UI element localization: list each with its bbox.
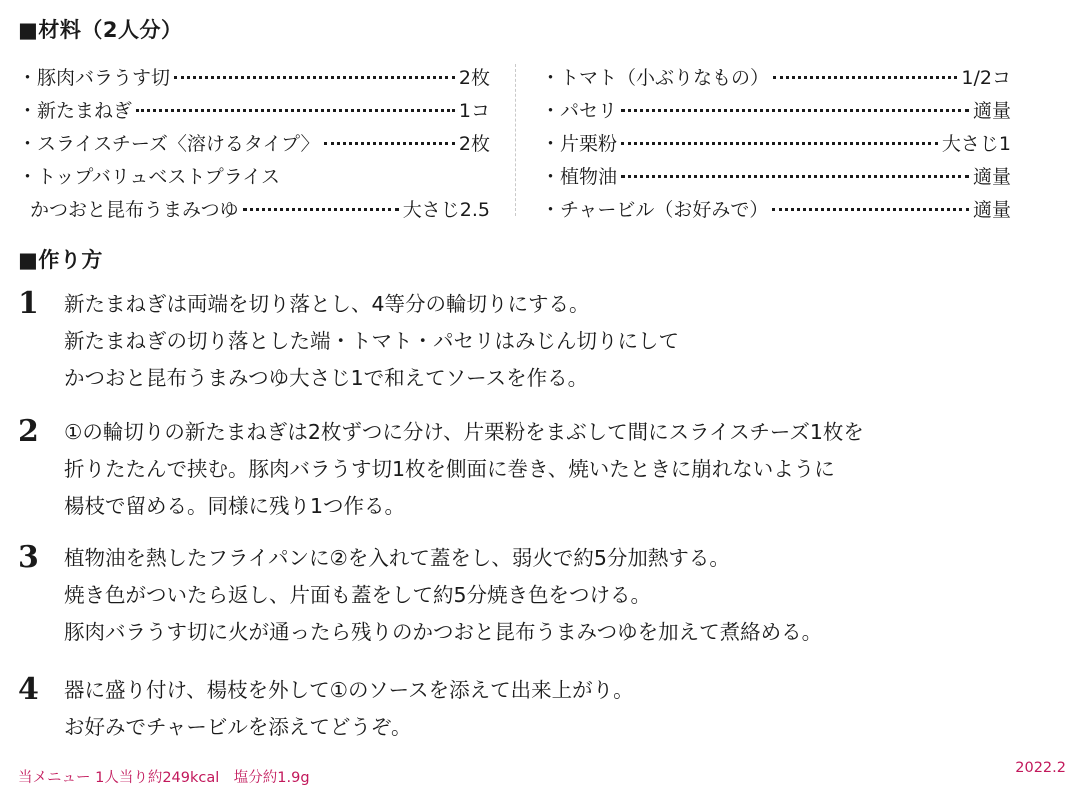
leader-dots — [174, 76, 455, 79]
ingredient-name: ・豚肉バラうす切 — [18, 67, 171, 89]
step-text — [64, 414, 864, 525]
method-title: ■作り方 — [18, 248, 103, 272]
ingredient-item — [541, 126, 1011, 159]
step-line: 植物油を熱したフライパンに②を入れて蓋をし、弱火で約5分加熱する。 — [64, 546, 730, 570]
step-number: 2 — [18, 414, 39, 449]
step-line: かつおと昆布うまみつゆ大さじ1で和えてソースを作る。 — [64, 366, 589, 390]
ingredient-amount: 適量 — [972, 100, 1011, 122]
ingredient-amount: 適量 — [972, 199, 1011, 221]
ingredient-name: ・片栗粉 — [541, 133, 618, 155]
step-number: 4 — [18, 672, 39, 707]
leader-dots — [621, 142, 938, 145]
ingredients-left-column — [18, 60, 490, 225]
step-text — [64, 286, 679, 397]
step-line: 新たまねぎの切り落とした端・トマト・パセリはみじん切りにして — [64, 329, 679, 353]
ingredient-item — [18, 192, 490, 225]
step-line: 新たまねぎは両端を切り落とし、4等分の輪切りにする。 — [64, 292, 590, 316]
ingredient-name: ・スライスチーズ〈溶けるタイプ〉 — [18, 133, 320, 155]
step-line: 楊枝で留める。同様に残り1つ作る。 — [64, 494, 406, 518]
ingredient-name: ・新たまねぎ — [18, 100, 133, 122]
step-number: 3 — [18, 540, 39, 575]
ingredient-name: ・パセリ — [541, 100, 618, 122]
step-line: 豚肉バラうす切に火が通ったら残りのかつおと昆布うまみつゆを加えて煮絡める。 — [64, 620, 823, 644]
ingredient-name: ・チャービル（お好みで） — [541, 199, 769, 221]
step-line: ①の輪切りの新たまねぎは2枚ずつに分け、片栗粉をまぶして間にスライスチーズ1枚を — [64, 420, 864, 444]
nutrition-note: 当メニュー 1人当り約249kcal 塩分約1.9g — [18, 770, 310, 786]
ingredient-name: ・トップバリュベストプライス — [18, 166, 281, 188]
leader-dots — [772, 208, 969, 211]
leader-dots — [243, 208, 399, 211]
step-text — [64, 672, 634, 746]
ingredient-name: ・植物油 — [541, 166, 618, 188]
step-line: 焼き色がついたら返し、片面も蓋をして約5分焼き色をつける。 — [64, 583, 652, 607]
leader-dots — [621, 175, 969, 178]
step-number: 1 — [18, 286, 39, 321]
ingredient-amount: 適量 — [972, 166, 1011, 188]
ingredient-item — [541, 93, 1011, 126]
ingredient-amount: 大さじ2.5 — [402, 199, 490, 221]
ingredient-name: かつおと昆布うまみつゆ — [30, 199, 239, 221]
ingredient-amount: 2枚 — [458, 67, 490, 89]
ingredient-item — [18, 60, 490, 93]
step-text — [64, 540, 822, 651]
ingredient-item — [18, 93, 490, 126]
ingredients-right-column — [541, 60, 1011, 225]
ingredient-item — [541, 60, 1011, 93]
ingredient-item — [541, 192, 1011, 225]
ingredient-amount: 大さじ1 — [941, 133, 1011, 155]
ingredient-name: ・トマト（小ぶりなもの） — [541, 67, 770, 89]
ingredient-item — [18, 159, 490, 192]
leader-dots — [136, 109, 455, 112]
ingredient-item — [18, 126, 490, 159]
ingredient-amount: 1/2コ — [961, 67, 1011, 89]
ingredient-item — [541, 159, 1011, 192]
step-line: 折りたたんで挟む。豚肉バラうす切1枚を側面に巻き、焼いたときに崩れないように — [64, 457, 835, 481]
step-line: 器に盛り付け、楊枝を外して①のソースを添えて出来上がり。 — [64, 678, 634, 702]
leader-dots — [324, 142, 455, 145]
ingredients-title: ■材料（2人分） — [18, 18, 183, 42]
step-line: お好みでチャービルを添えてどうぞ。 — [64, 715, 412, 739]
leader-dots — [773, 76, 957, 79]
date-label: 2022.2 — [1015, 760, 1066, 776]
column-divider — [515, 64, 516, 216]
ingredient-amount: 1コ — [458, 100, 490, 122]
ingredient-amount: 2枚 — [458, 133, 490, 155]
leader-dots — [621, 109, 969, 112]
